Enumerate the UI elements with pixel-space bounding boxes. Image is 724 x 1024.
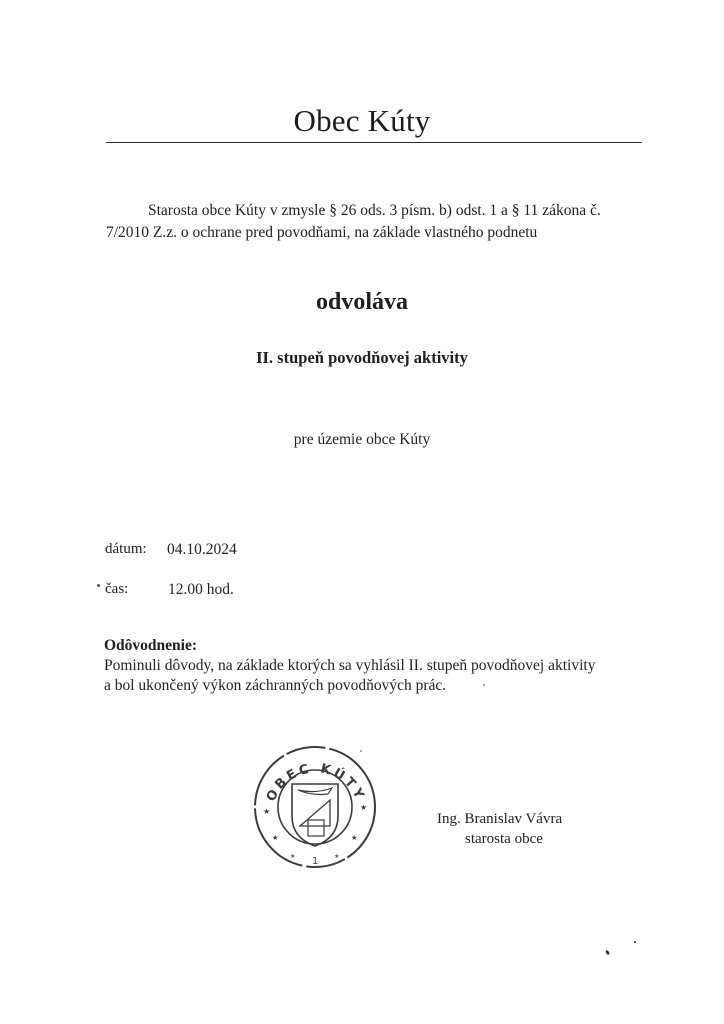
document-title: Obec Kúty bbox=[293, 103, 431, 138]
reasoning-heading: Odôvodnenie: bbox=[104, 637, 198, 654]
intro-paragraph bbox=[106, 200, 646, 244]
reasoning-line-2: a bol ukončený výkon záchranných povodňových prác. bbox=[104, 677, 447, 694]
scan-speck bbox=[605, 950, 610, 956]
signatory-name: Ing. Branislav Vávra bbox=[437, 811, 563, 827]
scan-speck bbox=[483, 684, 485, 686]
title-divider bbox=[106, 142, 642, 143]
svg-text:OBEC KÚTY: OBEC KÚTY bbox=[263, 761, 368, 805]
time-value: 12.00 hod. bbox=[168, 581, 234, 598]
svg-text:★: ★ bbox=[290, 854, 296, 860]
scan-speck bbox=[634, 941, 636, 943]
svg-text:★: ★ bbox=[360, 803, 368, 812]
svg-text:★: ★ bbox=[351, 834, 358, 842]
svg-text:★: ★ bbox=[263, 807, 271, 816]
reasoning-text bbox=[104, 656, 664, 696]
signatory-role: starosta obce bbox=[465, 831, 543, 847]
territory-text: pre územie obce Kúty bbox=[293, 431, 431, 448]
svg-text:★: ★ bbox=[272, 834, 279, 842]
time-label: čas: bbox=[105, 581, 129, 597]
reasoning-line-1: Pominuli dôvody, na základe ktorých sa vyhlásil II. stupeň povodňovej aktivity bbox=[104, 657, 596, 674]
intro-line-2: 7/2010 Z.z. o ochrane pred povodňami, na základe vlastného podnetu bbox=[106, 224, 538, 241]
municipal-stamp-icon bbox=[250, 742, 380, 872]
scan-speck bbox=[97, 584, 100, 587]
action-heading: odvoláva bbox=[315, 289, 408, 315]
stamp-number: 1 bbox=[312, 856, 319, 867]
date-value: 04.10.2024 bbox=[167, 541, 237, 558]
intro-line-1: Starosta obce Kúty v zmysle § 26 ods. 3 písm. b) odst. 1 a § 11 zákona č. bbox=[148, 202, 601, 219]
scan-speck bbox=[360, 750, 362, 752]
svg-text:★: ★ bbox=[334, 854, 340, 860]
activity-level: II. stupeň povodňovej aktivity bbox=[256, 348, 468, 367]
date-label: dátum: bbox=[105, 541, 147, 557]
